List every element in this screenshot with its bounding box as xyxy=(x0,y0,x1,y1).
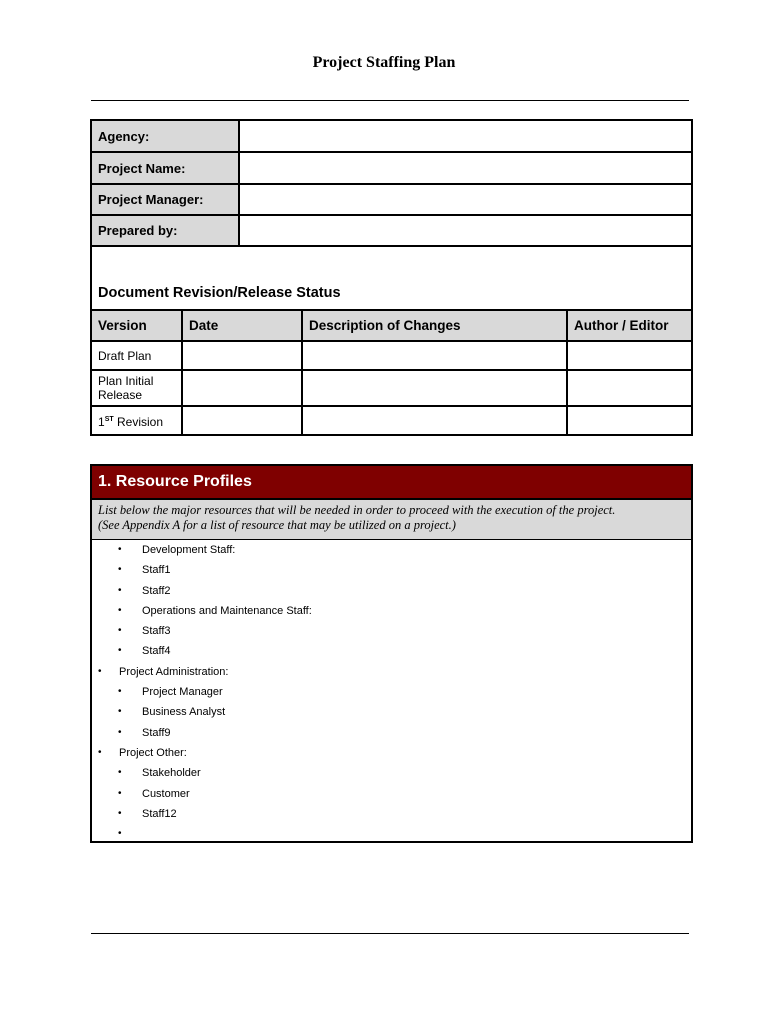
bullet-icon: • xyxy=(118,604,122,616)
project-info-table xyxy=(90,119,693,247)
revision-status-heading: Document Revision/Release Status xyxy=(91,245,692,310)
list-item xyxy=(92,723,691,743)
list-item xyxy=(92,621,691,641)
list-item-text: Staff3 xyxy=(142,625,171,638)
project-name-field[interactable] xyxy=(239,152,692,184)
bullet-icon: • xyxy=(118,726,122,738)
author-cell[interactable] xyxy=(567,341,692,370)
resource-profiles-section xyxy=(90,464,693,843)
column-header-version: Version xyxy=(91,310,182,341)
instruction-line: List below the major resources that will be needed in order to proceed with the execution of the project. xyxy=(98,503,616,517)
column-header-author: Author / Editor xyxy=(567,310,692,341)
list-item-text: Staff4 xyxy=(142,645,171,658)
table-row xyxy=(91,370,692,406)
version-line: Plan Initial xyxy=(98,374,154,388)
list-item xyxy=(92,641,691,661)
list-item-text: Staff1 xyxy=(142,564,171,577)
version-cell xyxy=(91,406,182,435)
bullet-icon: • xyxy=(118,807,122,819)
project-manager-field[interactable] xyxy=(239,184,692,215)
list-item-text: Operations and Maintenance Staff: xyxy=(142,604,312,617)
section-heading: 1. Resource Profiles xyxy=(92,466,691,500)
bullet-icon: • xyxy=(118,645,122,657)
bullet-icon: • xyxy=(118,625,122,637)
list-item xyxy=(92,763,691,783)
bullet-icon: • xyxy=(118,544,122,555)
list-item-text: Development Staff: xyxy=(142,544,236,556)
prepared-by-field[interactable] xyxy=(239,215,692,246)
version-line: Release xyxy=(98,388,143,402)
version-number: 1 xyxy=(98,414,105,429)
project-manager-label: Project Manager: xyxy=(91,184,239,215)
column-header-date: Date xyxy=(182,310,302,341)
agency-label: Agency: xyxy=(91,120,239,152)
list-item xyxy=(92,560,691,580)
bullet-icon: • xyxy=(98,665,102,677)
list-item-text: Staff12 xyxy=(142,807,177,820)
date-cell[interactable] xyxy=(182,341,302,370)
list-item xyxy=(92,743,691,763)
list-item xyxy=(92,540,691,560)
list-item xyxy=(92,702,691,722)
list-item-text: Project Administration: xyxy=(119,665,229,678)
bullet-icon: • xyxy=(118,706,122,718)
author-cell[interactable] xyxy=(567,370,692,406)
resource-list xyxy=(92,540,691,844)
bullet-icon: • xyxy=(98,746,102,758)
list-item xyxy=(92,784,691,804)
bullet-icon: • xyxy=(118,787,122,799)
document-title: Project Staffing Plan xyxy=(312,54,456,71)
description-cell[interactable] xyxy=(302,341,567,370)
date-cell[interactable] xyxy=(182,370,302,406)
agency-field[interactable] xyxy=(239,120,692,152)
bullet-icon: • xyxy=(118,828,122,840)
revision-status-table xyxy=(90,245,693,436)
section-instructions xyxy=(92,500,691,540)
version-cell: Draft Plan xyxy=(91,341,182,370)
prepared-by-label: Prepared by: xyxy=(91,215,239,246)
version-text: Revision xyxy=(113,414,163,429)
description-cell[interactable] xyxy=(302,370,567,406)
list-item xyxy=(92,824,691,844)
footer-rule xyxy=(91,933,689,934)
bullet-icon: • xyxy=(118,686,122,698)
list-item-text: Stakeholder xyxy=(142,767,201,780)
column-header-description: Description of Changes xyxy=(302,310,567,341)
list-item-text: Staff2 xyxy=(142,584,171,597)
list-item-text: Customer xyxy=(142,787,190,800)
list-item xyxy=(92,662,691,682)
date-cell[interactable] xyxy=(182,406,302,435)
description-cell[interactable] xyxy=(302,406,567,435)
author-cell[interactable] xyxy=(567,406,692,435)
list-item xyxy=(92,581,691,601)
list-item xyxy=(92,682,691,702)
list-item xyxy=(92,601,691,621)
bullet-icon: • xyxy=(118,767,122,779)
bullet-icon: • xyxy=(118,584,122,596)
list-item-text: Project Manager xyxy=(142,686,223,699)
project-name-label: Project Name: xyxy=(91,152,239,184)
instruction-line: (See Appendix A for a list of resource that may be utilized on a project.) xyxy=(98,518,456,532)
version-superscript: ST xyxy=(104,415,114,423)
table-row xyxy=(91,406,692,435)
list-item-text: Business Analyst xyxy=(142,706,226,719)
header-rule xyxy=(91,100,689,101)
list-item-text: Project Other: xyxy=(119,746,187,759)
list-item-text: Staff9 xyxy=(142,726,171,739)
table-row xyxy=(91,341,692,370)
version-cell xyxy=(91,370,182,406)
list-item xyxy=(92,804,691,824)
bullet-icon: • xyxy=(118,564,122,576)
